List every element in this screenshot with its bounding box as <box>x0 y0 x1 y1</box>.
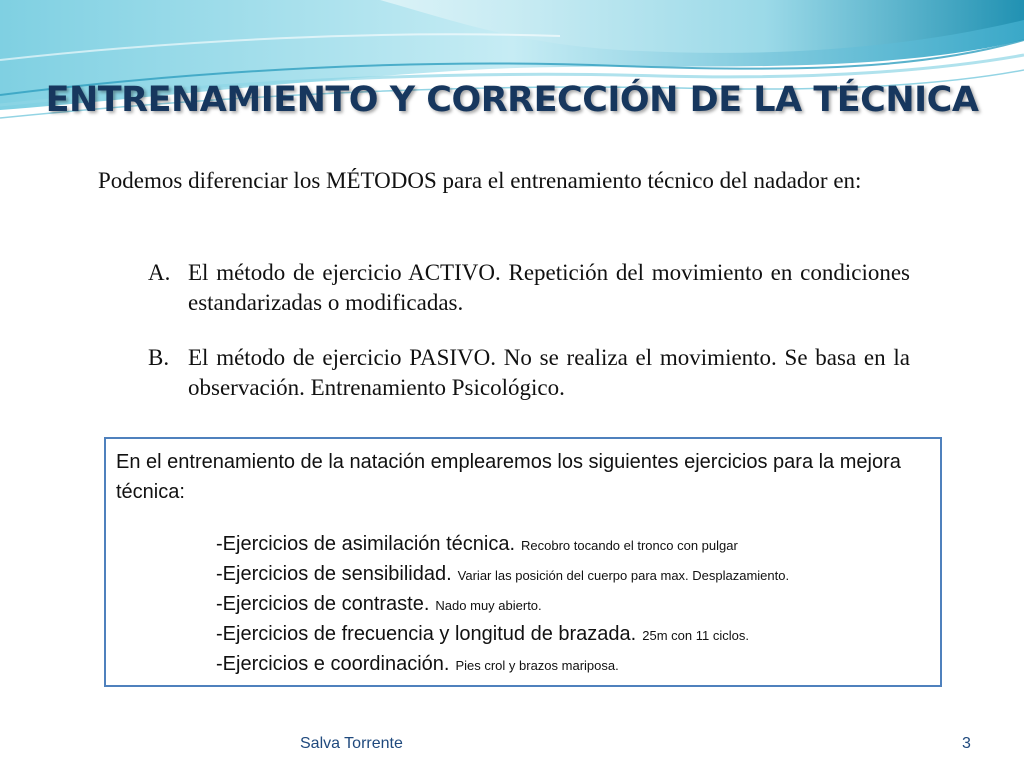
exercise-name: -Ejercicios e coordinación. <box>216 653 450 675</box>
exercise-note: Recobro tocando el tronco con pulgar <box>521 538 738 553</box>
exercise-name: -Ejercicios de frecuencia y longitud de brazada. <box>216 623 637 645</box>
method-text: El método de ejercicio ACTIVO. Repetición del movimiento en condiciones estandarizadas o modificadas. <box>188 260 910 315</box>
exercise-name: -Ejercicios de contraste. <box>216 593 430 615</box>
exercise-name: -Ejercicios de sensibilidad. <box>216 563 452 585</box>
footer-author: Salva Torrente <box>300 735 403 752</box>
method-text: El método de ejercicio PASIVO. No se realiza el movimiento. Se basa en la observación. Entrenamiento Psicológico. <box>188 345 910 400</box>
exercise-item <box>216 559 789 589</box>
exercises-box <box>104 437 942 687</box>
exercise-item <box>216 619 789 649</box>
exercise-note: Nado muy abierto. <box>435 598 542 613</box>
method-item-b <box>148 343 910 403</box>
method-item-a <box>148 258 910 318</box>
exercise-item <box>216 589 789 619</box>
list-marker: A. <box>148 260 171 285</box>
box-intro-text: En el entrenamiento de la natación emplearemos los siguientes ejercicios para la mejora técnica: <box>116 451 901 503</box>
exercise-item <box>216 529 789 559</box>
exercise-note: Pies crol y brazos mariposa. <box>455 658 619 673</box>
exercise-name: -Ejercicios de asimilación técnica. <box>216 533 516 555</box>
list-marker: B. <box>148 345 170 370</box>
exercise-list <box>216 529 789 679</box>
page-title: ENTRENAMIENTO Y CORRECCIÓN DE LA TÉCNICA <box>45 80 979 120</box>
exercise-item <box>216 649 789 679</box>
exercise-note: Variar las posición del cuerpo para max. Desplazamiento. <box>457 568 790 583</box>
exercise-note: 25m con 11 ciclos. <box>642 628 749 643</box>
intro-paragraph: Podemos diferenciar los MÉTODOS para el entrenamiento técnico del nadador en: <box>98 168 862 193</box>
page-number: 3 <box>962 735 971 752</box>
